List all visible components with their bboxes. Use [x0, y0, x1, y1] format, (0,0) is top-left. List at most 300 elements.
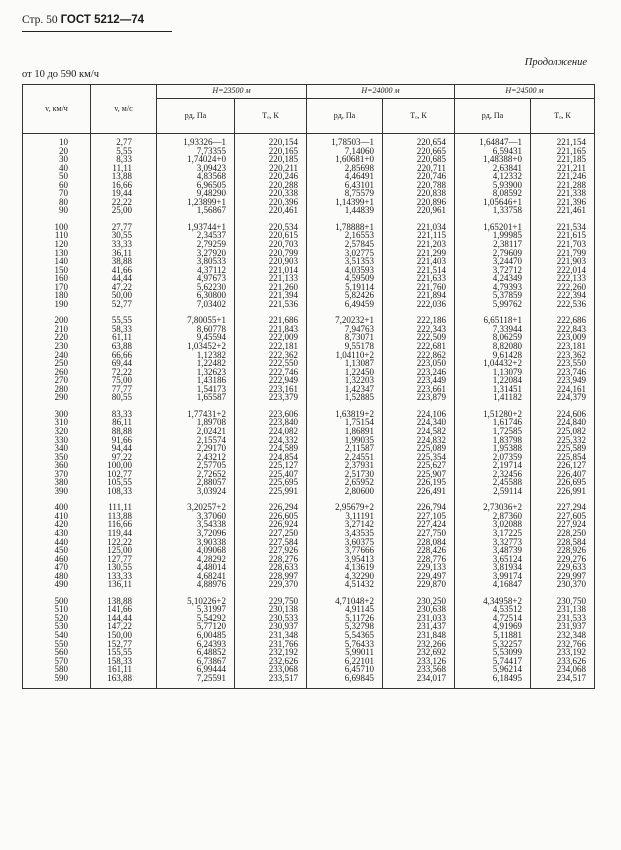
cell-pressure-23500: 9,45594 [157, 333, 235, 342]
cell-temp-24500: 231,937 [531, 622, 595, 631]
cell-temp-24000: 227,750 [383, 529, 455, 538]
cell-v-kmh: 530 [23, 622, 91, 631]
cell-v-ms: 2,77 [91, 134, 157, 147]
cell-v-ms: 147,22 [91, 622, 157, 631]
cell-pressure-23500: 5,31997 [157, 605, 235, 614]
cell-v-kmh: 230 [23, 342, 91, 351]
cell-pressure-24500: 2,87360 [455, 512, 531, 521]
cell-v-kmh: 280 [23, 385, 91, 394]
cell-temp-24500: 226,991 [531, 487, 595, 496]
cell-v-kmh: 310 [23, 418, 91, 427]
cell-pressure-23500: 3,03924 [157, 487, 235, 496]
cell-pressure-23500: 8,60778 [157, 325, 235, 334]
cell-temp-24000: 221,633 [383, 274, 455, 283]
cell-temp-23500: 222,362 [235, 351, 307, 360]
cell-temp-24000: 224,582 [383, 427, 455, 436]
cell-temp-23500: 225,127 [235, 461, 307, 470]
header-altitude-1: H=23500 м [157, 85, 307, 99]
page-header [22, 14, 144, 26]
cell-pressure-24500: 8,06259 [455, 333, 531, 342]
cell-pressure-24500: 4,34958+2 [455, 597, 531, 606]
cell-v-kmh: 300 [23, 410, 91, 419]
cell-temp-23500: 220,165 [235, 147, 307, 156]
cell-pressure-23500: 4,88976 [157, 580, 235, 589]
cell-pressure-23500: 3,20257+2 [157, 503, 235, 512]
cell-v-ms: 77,77 [91, 385, 157, 394]
header-rule [22, 31, 172, 32]
cell-temp-24500: 222,843 [531, 325, 595, 334]
cell-pressure-24000: 2,24551 [307, 453, 383, 462]
cell-pressure-24000: 2,37931 [307, 461, 383, 470]
cell-temp-24500: 234,517 [531, 674, 595, 689]
header-v-ms: v, м/с [91, 85, 157, 134]
cell-temp-23500: 220,534 [235, 223, 307, 232]
cell-v-kmh: 450 [23, 546, 91, 555]
cell-temp-24000: 228,084 [383, 538, 455, 547]
cell-v-kmh: 480 [23, 572, 91, 581]
cell-temp-23500: 220,396 [235, 198, 307, 207]
cell-v-ms: 105,55 [91, 478, 157, 487]
cell-v-ms: 125,00 [91, 546, 157, 555]
cell-pressure-24000: 4,51432 [307, 580, 383, 589]
header-v-kmh: v, км/ч [23, 85, 91, 134]
cell-pressure-23500: 2,34537 [157, 231, 235, 240]
table-row [23, 393, 595, 402]
cell-v-kmh: 170 [23, 283, 91, 292]
cell-temp-24500: 234,068 [531, 665, 595, 674]
cell-v-ms: 130,55 [91, 563, 157, 572]
cell-temp-24000: 233,568 [383, 665, 455, 674]
cell-v-ms: 13,88 [91, 172, 157, 181]
cell-pressure-23500: 1,32623 [157, 368, 235, 377]
cell-temp-23500: 221,133 [235, 274, 307, 283]
cell-temp-24500: 230,370 [531, 580, 595, 589]
cell-v-kmh: 370 [23, 470, 91, 479]
cell-temp-24000: 227,424 [383, 520, 455, 529]
cell-pressure-24000: 1,63819+2 [307, 410, 383, 419]
cell-temp-23500: 225,695 [235, 478, 307, 487]
cell-temp-23500: 231,766 [235, 640, 307, 649]
cell-pressure-24000: 1,86891 [307, 427, 383, 436]
cell-pressure-24000: 7,20232+1 [307, 316, 383, 325]
continuation-label: Продолжение [524, 57, 587, 68]
standard-code: ГОСТ 5212—74 [60, 14, 144, 26]
cell-pressure-24500: 3,65124 [455, 555, 531, 564]
table-body [23, 134, 595, 689]
cell-temp-23500: 231,348 [235, 631, 307, 640]
cell-temp-23500: 220,615 [235, 231, 307, 240]
cell-temp-24500: 229,997 [531, 572, 595, 581]
cell-v-ms: 5,55 [91, 147, 157, 156]
cell-pressure-23500: 2,43212 [157, 453, 235, 462]
cell-temp-24500: 232,766 [531, 640, 595, 649]
cell-temp-23500: 225,991 [235, 487, 307, 496]
cell-temp-24500: 225,854 [531, 453, 595, 462]
cell-pressure-23500: 2,57705 [157, 461, 235, 470]
cell-pressure-23500: 2,88057 [157, 478, 235, 487]
cell-v-kmh: 270 [23, 376, 91, 385]
cell-pressure-24500: 1,61746 [455, 418, 531, 427]
cell-temp-23500: 228,276 [235, 555, 307, 564]
cell-temp-24500: 223,181 [531, 342, 595, 351]
cell-v-kmh: 490 [23, 580, 91, 589]
table-row [23, 674, 595, 689]
cell-pressure-23500: 3,90338 [157, 538, 235, 547]
cell-temp-23500: 222,009 [235, 333, 307, 342]
cell-temp-24000: 231,437 [383, 622, 455, 631]
table-row [23, 300, 595, 309]
cell-temp-24000: 231,848 [383, 631, 455, 640]
cell-v-ms: 72,22 [91, 368, 157, 377]
cell-v-ms: 27,77 [91, 223, 157, 232]
cell-v-kmh: 330 [23, 436, 91, 445]
cell-temp-24500: 221,703 [531, 240, 595, 249]
cell-temp-24500: 221,288 [531, 181, 595, 190]
cell-temp-23500: 222,746 [235, 368, 307, 377]
cell-pressure-24500: 8,08592 [455, 189, 531, 198]
speed-range-label: от 10 до 590 км/ч [22, 69, 99, 80]
cell-pressure-24500: 1,51280+2 [455, 410, 531, 419]
cell-v-kmh: 60 [23, 181, 91, 190]
cell-temp-24000: 221,203 [383, 240, 455, 249]
cell-temp-24500: 233,192 [531, 648, 595, 657]
cell-pressure-23500: 5,10226+2 [157, 597, 235, 606]
cell-temp-24000: 229,133 [383, 563, 455, 572]
cell-pressure-24500: 7,33944 [455, 325, 531, 334]
cell-pressure-24500: 4,24349 [455, 274, 531, 283]
cell-pressure-23500: 1,23899+1 [157, 198, 235, 207]
cell-v-kmh: 510 [23, 605, 91, 614]
cell-pressure-24000: 2,16553 [307, 231, 383, 240]
cell-pressure-24500: 1,99985 [455, 231, 531, 240]
cell-v-ms: 86,11 [91, 418, 157, 427]
cell-temp-24000: 225,907 [383, 470, 455, 479]
cell-v-ms: 91,66 [91, 436, 157, 445]
cell-v-kmh: 420 [23, 520, 91, 529]
cell-pressure-24000: 7,14060 [307, 147, 383, 156]
cell-v-kmh: 80 [23, 198, 91, 207]
cell-v-ms: 108,33 [91, 487, 157, 496]
cell-pressure-24500: 1,05646+1 [455, 198, 531, 207]
cell-v-kmh: 520 [23, 614, 91, 623]
cell-temp-24000: 229,497 [383, 572, 455, 581]
cell-temp-23500: 229,750 [235, 597, 307, 606]
cell-pressure-24500: 1,13079 [455, 368, 531, 377]
cell-pressure-24000: 1,78503—1 [307, 134, 383, 147]
cell-temp-24500: 221,185 [531, 155, 595, 164]
cell-temp-24000: 222,186 [383, 316, 455, 325]
cell-pressure-23500: 6,30800 [157, 291, 235, 300]
cell-temp-23500: 220,903 [235, 257, 307, 266]
cell-pressure-23500: 3,72096 [157, 529, 235, 538]
cell-pressure-24000: 4,32290 [307, 572, 383, 581]
cell-v-kmh: 580 [23, 665, 91, 674]
cell-pressure-23500: 1,03452+2 [157, 342, 235, 351]
cell-temp-23500: 222,550 [235, 359, 307, 368]
cell-pressure-24000: 6,22101 [307, 657, 383, 666]
cell-temp-24000: 224,106 [383, 410, 455, 419]
cell-v-kmh: 110 [23, 231, 91, 240]
cell-v-kmh: 500 [23, 597, 91, 606]
cell-pressure-24000: 2,65952 [307, 478, 383, 487]
cell-pressure-23500: 4,37112 [157, 266, 235, 275]
cell-temp-24000: 220,685 [383, 155, 455, 164]
cell-v-ms: 133,33 [91, 572, 157, 581]
cell-v-ms: 75,00 [91, 376, 157, 385]
cell-pressure-23500: 4,48014 [157, 563, 235, 572]
cell-temp-24500: 221,534 [531, 223, 595, 232]
cell-pressure-23500: 1,54173 [157, 385, 235, 394]
cell-temp-24000: 221,034 [383, 223, 455, 232]
cell-v-ms: 50,00 [91, 291, 157, 300]
cell-pressure-24000: 4,03593 [307, 266, 383, 275]
cell-v-kmh: 50 [23, 172, 91, 181]
cell-pressure-24500: 4,16847 [455, 580, 531, 589]
cell-temp-24000: 222,681 [383, 342, 455, 351]
cell-v-ms: 30,55 [91, 231, 157, 240]
table-row [23, 487, 595, 496]
cell-temp-24500: 226,127 [531, 461, 595, 470]
cell-v-kmh: 20 [23, 147, 91, 156]
cell-temp-24000: 225,627 [383, 461, 455, 470]
cell-pressure-24500: 1,65201+1 [455, 223, 531, 232]
cell-v-kmh: 30 [23, 155, 91, 164]
cell-temp-23500: 224,589 [235, 444, 307, 453]
cell-v-ms: 152,77 [91, 640, 157, 649]
cell-v-kmh: 130 [23, 249, 91, 258]
cell-temp-24500: 223,362 [531, 351, 595, 360]
cell-v-ms: 163,88 [91, 674, 157, 689]
cell-pressure-24500: 2,79609 [455, 249, 531, 258]
cell-temp-24000: 228,776 [383, 555, 455, 564]
cell-v-ms: 69,44 [91, 359, 157, 368]
cell-v-kmh: 410 [23, 512, 91, 521]
cell-v-ms: 88,88 [91, 427, 157, 436]
cell-pressure-24500: 3,81934 [455, 563, 531, 572]
cell-temp-24000: 220,896 [383, 198, 455, 207]
cell-pressure-24000: 8,73071 [307, 333, 383, 342]
cell-pressure-24000: 5,11726 [307, 614, 383, 623]
cell-pressure-24000: 3,60375 [307, 538, 383, 547]
cell-pressure-23500: 1,93326—1 [157, 134, 235, 147]
cell-temp-23500: 227,926 [235, 546, 307, 555]
cell-temp-23500: 223,606 [235, 410, 307, 419]
cell-temp-24000: 223,661 [383, 385, 455, 394]
cell-temp-23500: 221,686 [235, 316, 307, 325]
cell-pressure-24000: 1,99035 [307, 436, 383, 445]
cell-v-kmh: 100 [23, 223, 91, 232]
cell-pressure-23500: 5,54292 [157, 614, 235, 623]
cell-temp-23500: 220,154 [235, 134, 307, 147]
cell-pressure-24500: 6,65118+1 [455, 316, 531, 325]
cell-pressure-23500: 7,73355 [157, 147, 235, 156]
cell-pressure-24000: 5,19114 [307, 283, 383, 292]
cell-v-kmh: 340 [23, 444, 91, 453]
cell-temp-23500: 220,246 [235, 172, 307, 181]
cell-v-kmh: 140 [23, 257, 91, 266]
cell-v-ms: 58,33 [91, 325, 157, 334]
cell-v-ms: 16,66 [91, 181, 157, 190]
cell-pressure-23500: 2,15574 [157, 436, 235, 445]
cell-v-kmh: 90 [23, 206, 91, 215]
cell-temp-23500: 232,192 [235, 648, 307, 657]
cell-temp-24000: 221,115 [383, 231, 455, 240]
cell-pressure-24500: 1,95388 [455, 444, 531, 453]
cell-pressure-23500: 6,48852 [157, 648, 235, 657]
cell-v-kmh: 430 [23, 529, 91, 538]
cell-pressure-24500: 2,07359 [455, 453, 531, 462]
cell-temp-23500: 229,370 [235, 580, 307, 589]
cell-temp-24000: 223,050 [383, 359, 455, 368]
cell-pressure-24000: 6,49459 [307, 300, 383, 309]
cell-pressure-24000: 5,82426 [307, 291, 383, 300]
header-temp-1: Tₒ, К [235, 99, 307, 134]
cell-v-kmh: 120 [23, 240, 91, 249]
cell-temp-24500: 227,605 [531, 512, 595, 521]
cell-pressure-24000: 1,22450 [307, 368, 383, 377]
cell-pressure-24500: 6,18495 [455, 674, 531, 689]
cell-pressure-23500: 6,99444 [157, 665, 235, 674]
cell-temp-24000: 221,403 [383, 257, 455, 266]
cell-v-kmh: 400 [23, 503, 91, 512]
cell-v-ms: 113,88 [91, 512, 157, 521]
cell-pressure-24000: 3,51353 [307, 257, 383, 266]
cell-temp-24000: 229,870 [383, 580, 455, 589]
cell-v-ms: 97,22 [91, 453, 157, 462]
cell-pressure-23500: 6,00485 [157, 631, 235, 640]
cell-v-ms: 41,66 [91, 266, 157, 275]
cell-pressure-24500: 1,48388+0 [455, 155, 531, 164]
cell-pressure-23500: 1,89708 [157, 418, 235, 427]
cell-v-ms: 119,44 [91, 529, 157, 538]
cell-pressure-24000: 2,57845 [307, 240, 383, 249]
cell-pressure-24500: 4,91969 [455, 622, 531, 631]
cell-temp-23500: 222,949 [235, 376, 307, 385]
cell-pressure-24500: 5,53099 [455, 648, 531, 657]
cell-v-kmh: 440 [23, 538, 91, 547]
cell-temp-24000: 230,250 [383, 597, 455, 606]
cell-temp-24500: 233,626 [531, 657, 595, 666]
cell-v-kmh: 250 [23, 359, 91, 368]
cell-temp-24500: 221,338 [531, 189, 595, 198]
cell-pressure-23500: 4,97673 [157, 274, 235, 283]
cell-temp-23500: 221,843 [235, 325, 307, 334]
cell-pressure-23500: 2,72652 [157, 470, 235, 479]
cell-pressure-24500: 1,31451 [455, 385, 531, 394]
cell-pressure-23500: 9,48290 [157, 189, 235, 198]
cell-v-kmh: 40 [23, 164, 91, 173]
cell-v-ms: 102,77 [91, 470, 157, 479]
cell-temp-23500: 224,332 [235, 436, 307, 445]
cell-pressure-24000: 3,11191 [307, 512, 383, 521]
cell-temp-24500: 230,750 [531, 597, 595, 606]
cell-pressure-23500: 1,93744+1 [157, 223, 235, 232]
cell-temp-24000: 220,711 [383, 164, 455, 173]
cell-v-ms: 158,33 [91, 657, 157, 666]
cell-pressure-23500: 1,56867 [157, 206, 235, 215]
cell-pressure-23500: 3,54338 [157, 520, 235, 529]
cell-temp-24500: 221,211 [531, 164, 595, 173]
cell-v-kmh: 470 [23, 563, 91, 572]
cell-temp-24500: 222,014 [531, 266, 595, 275]
cell-pressure-24500: 2,63841 [455, 164, 531, 173]
cell-v-kmh: 350 [23, 453, 91, 462]
cell-temp-24000: 221,894 [383, 291, 455, 300]
cell-pressure-24000: 1,60681+0 [307, 155, 383, 164]
cell-temp-24500: 225,589 [531, 444, 595, 453]
cell-v-ms: 25,00 [91, 206, 157, 215]
cell-v-kmh: 150 [23, 266, 91, 275]
cell-pressure-23500: 5,62230 [157, 283, 235, 292]
cell-pressure-24500: 2,73036+2 [455, 503, 531, 512]
cell-pressure-24000: 9,55178 [307, 342, 383, 351]
header-pressure-3: pд, Па [455, 99, 531, 134]
header-temp-2: Tₒ, К [383, 99, 455, 134]
cell-temp-23500: 221,536 [235, 300, 307, 309]
cell-temp-23500: 232,626 [235, 657, 307, 666]
cell-temp-24000: 221,299 [383, 249, 455, 258]
cell-temp-23500: 227,250 [235, 529, 307, 538]
cell-temp-24500: 224,606 [531, 410, 595, 419]
cell-pressure-23500: 1,65587 [157, 393, 235, 402]
cell-pressure-24000: 4,59509 [307, 274, 383, 283]
cell-pressure-24000: 1,14399+1 [307, 198, 383, 207]
cell-pressure-24000: 7,94763 [307, 325, 383, 334]
cell-v-kmh: 590 [23, 674, 91, 689]
cell-temp-24000: 222,036 [383, 300, 455, 309]
cell-pressure-24500: 2,59114 [455, 487, 531, 496]
cell-temp-24500: 222,686 [531, 316, 595, 325]
cell-temp-24000: 231,033 [383, 614, 455, 623]
cell-v-ms: 161,11 [91, 665, 157, 674]
cell-v-ms: 122,22 [91, 538, 157, 547]
cell-temp-24500: 221,165 [531, 147, 595, 156]
cell-pressure-24000: 6,43101 [307, 181, 383, 190]
cell-v-kmh: 200 [23, 316, 91, 325]
cell-temp-24500: 227,294 [531, 503, 595, 512]
cell-v-kmh: 390 [23, 487, 91, 496]
cell-temp-24500: 221,799 [531, 249, 595, 258]
cell-temp-24500: 226,695 [531, 478, 595, 487]
header-pressure-2: pд, Па [307, 99, 383, 134]
cell-v-ms: 100,00 [91, 461, 157, 470]
cell-pressure-24000: 5,32798 [307, 622, 383, 631]
cell-pressure-24500: 2,45588 [455, 478, 531, 487]
cell-v-kmh: 180 [23, 291, 91, 300]
cell-pressure-24500: 3,02088 [455, 520, 531, 529]
cell-v-kmh: 360 [23, 461, 91, 470]
cell-pressure-24500: 9,61428 [455, 351, 531, 360]
cell-temp-23500: 220,461 [235, 206, 307, 215]
cell-pressure-24000: 4,13619 [307, 563, 383, 572]
cell-temp-24000: 223,879 [383, 393, 455, 402]
cell-pressure-24500: 5,93900 [455, 181, 531, 190]
cell-pressure-23500: 1,22482 [157, 359, 235, 368]
cell-temp-24500: 221,246 [531, 172, 595, 181]
cell-temp-24000: 226,491 [383, 487, 455, 496]
cell-v-kmh: 460 [23, 555, 91, 564]
cell-v-ms: 136,11 [91, 580, 157, 589]
cell-pressure-24000: 1,32203 [307, 376, 383, 385]
cell-temp-24500: 224,161 [531, 385, 595, 394]
cell-pressure-24000: 1,13087 [307, 359, 383, 368]
cell-temp-23500: 220,799 [235, 249, 307, 258]
cell-temp-24500: 221,461 [531, 206, 595, 215]
cell-pressure-23500: 7,03402 [157, 300, 235, 309]
cell-temp-24000: 222,509 [383, 333, 455, 342]
cell-pressure-23500: 2,29170 [157, 444, 235, 453]
cell-temp-23500: 221,014 [235, 266, 307, 275]
